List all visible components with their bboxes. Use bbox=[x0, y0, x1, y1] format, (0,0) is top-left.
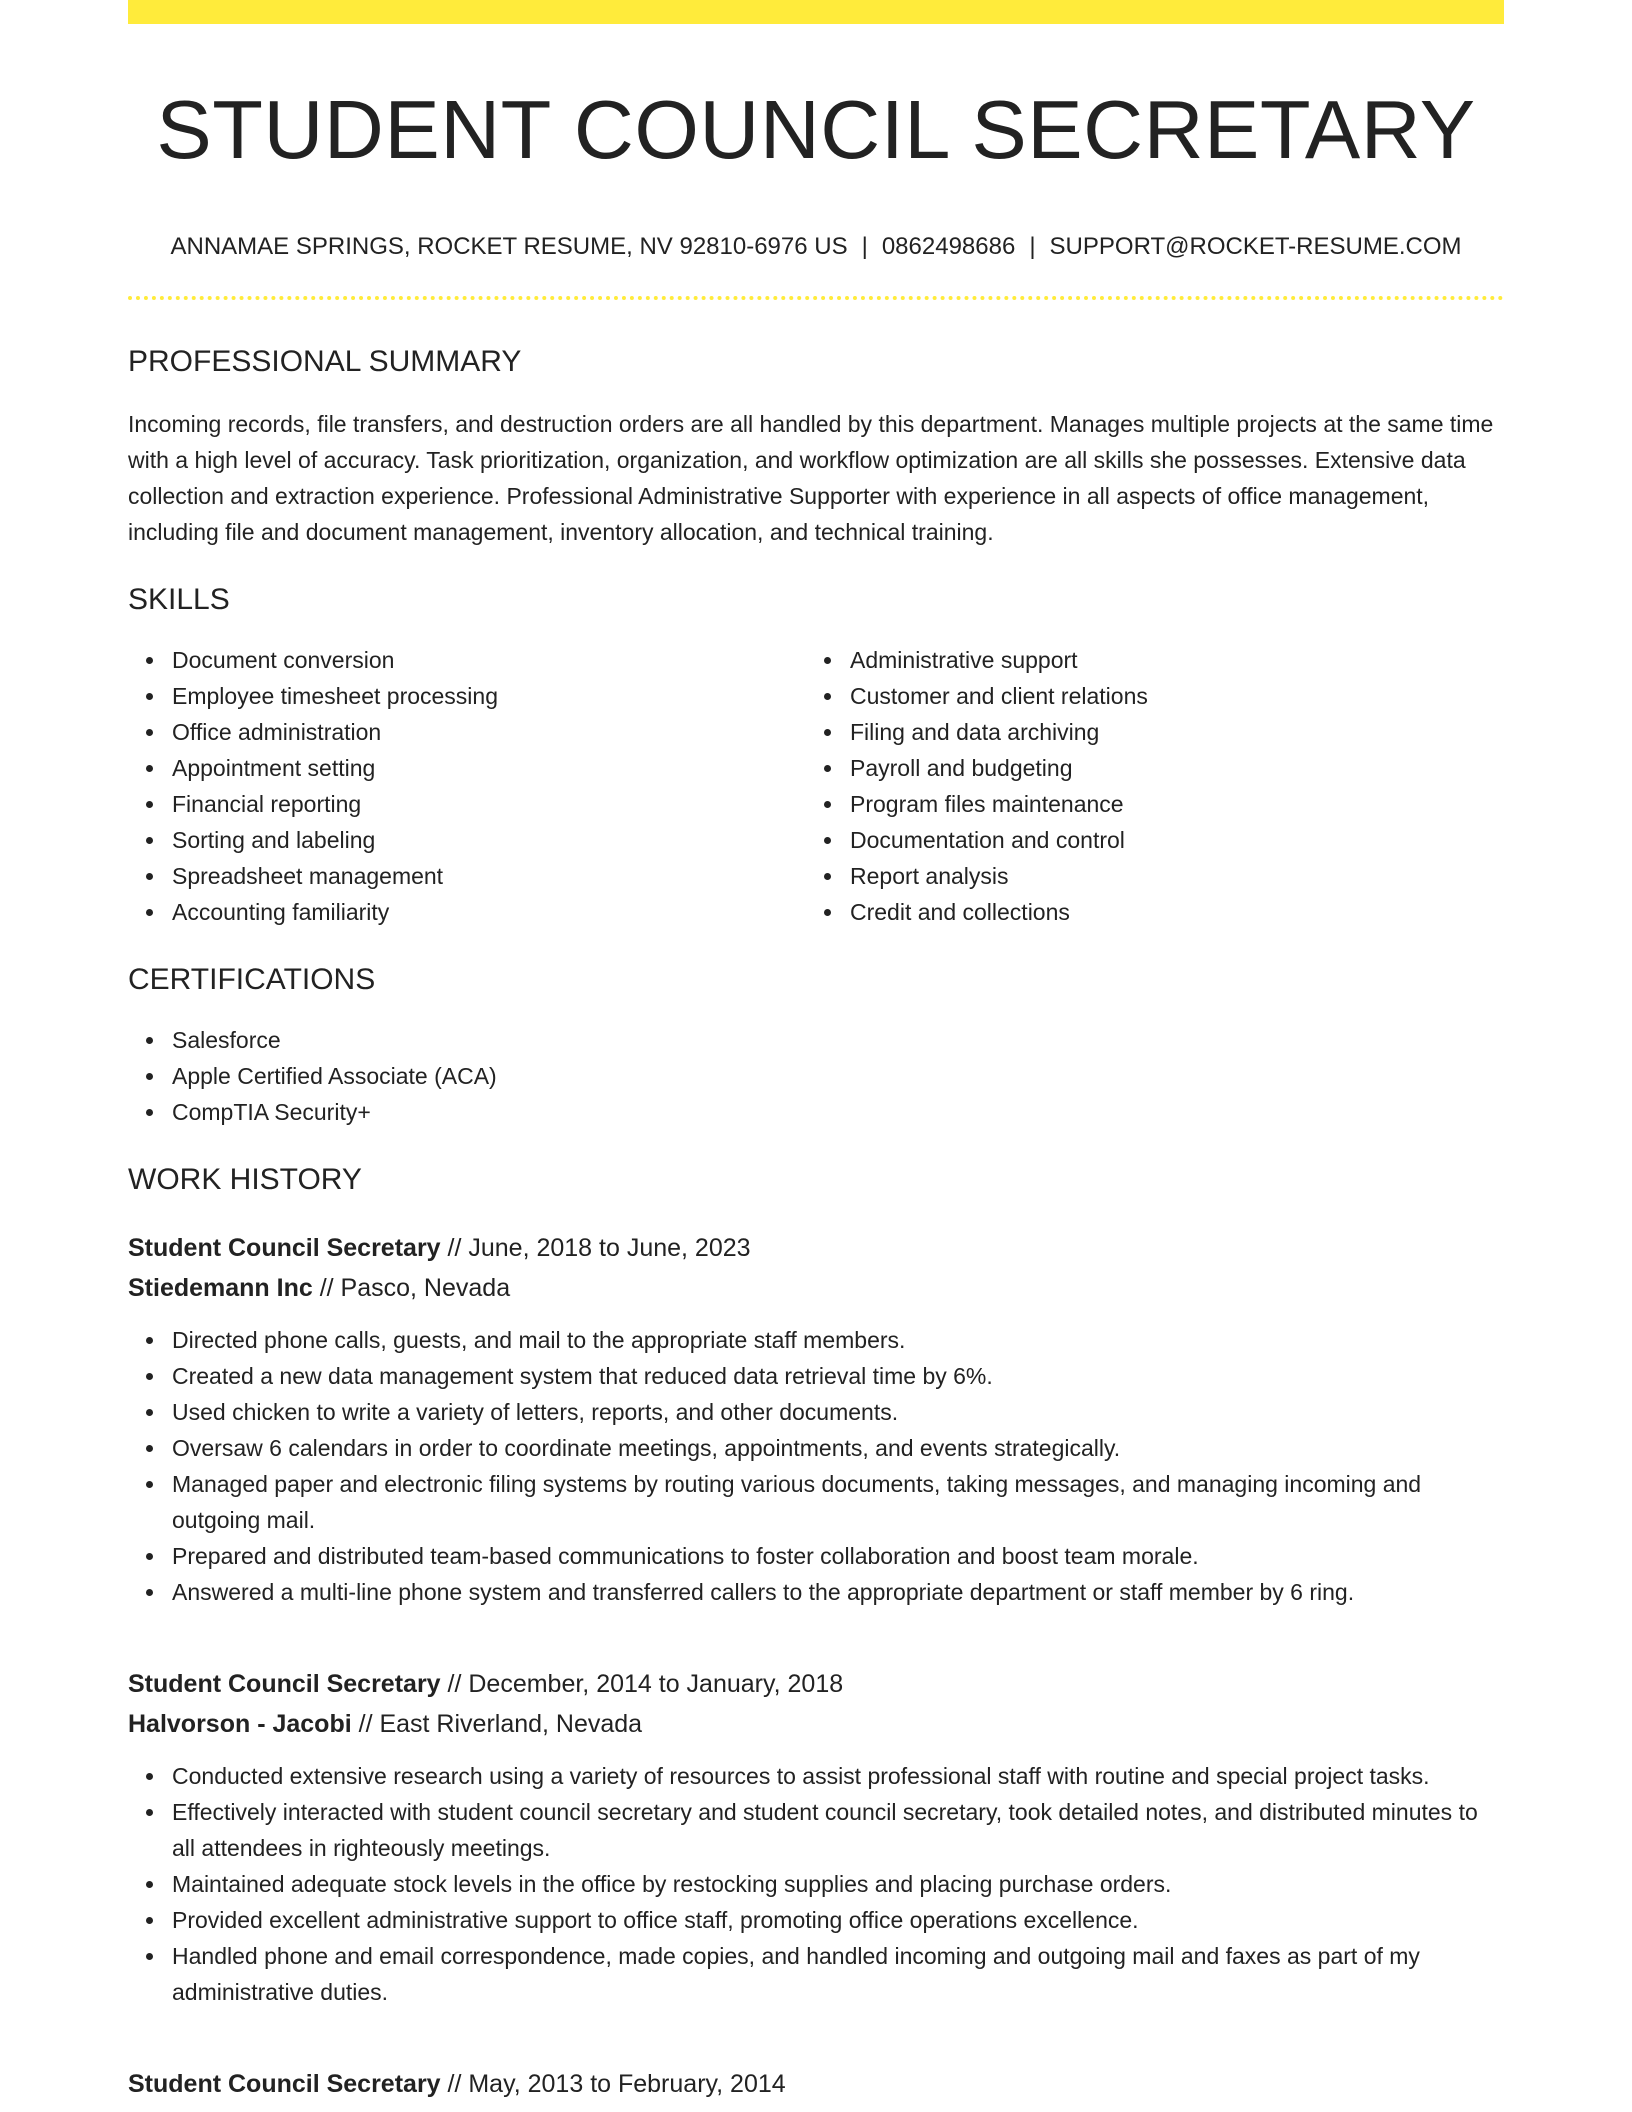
job-title: Student Council Secretary bbox=[128, 2070, 441, 2099]
job-duty-item: Conducted extensive research using a variety of resources to assist professional staff with routine and special project tasks. bbox=[172, 1758, 1504, 1794]
resume-page bbox=[128, 0, 1504, 2104]
job-duties-list bbox=[128, 1758, 1504, 2010]
contact-separator: | bbox=[861, 233, 868, 261]
skill-item: Employee timesheet processing bbox=[172, 678, 806, 714]
job-location: // Pasco, Nevada bbox=[312, 1274, 511, 1303]
skill-item: Accounting familiarity bbox=[172, 894, 806, 930]
job-duty-item: Maintained adequate stock levels in the office by restocking supplies and placing purchase orders. bbox=[172, 1866, 1504, 1902]
contact-separator: | bbox=[1029, 233, 1036, 261]
job-title-line bbox=[128, 1228, 1504, 1268]
skills-column-left bbox=[128, 618, 806, 930]
skills-column-right bbox=[806, 618, 1484, 930]
job-dates: // May, 2013 to February, 2014 bbox=[440, 2070, 786, 2099]
job-title-line bbox=[128, 2064, 1504, 2104]
dotted-divider bbox=[128, 296, 1504, 300]
contact-address: ANNAMAE SPRINGS, ROCKET RESUME, NV 92810-6976 US bbox=[170, 233, 848, 261]
skill-item: Program files maintenance bbox=[850, 786, 1484, 822]
skill-item: Credit and collections bbox=[850, 894, 1484, 930]
job-company: Halvorson - Jacobi bbox=[128, 1710, 352, 1739]
contact-line bbox=[128, 233, 1504, 262]
job-duty-item: Handled phone and email correspondence, made copies, and handled incoming and outgoing mail and faxes as part of my administrative duties. bbox=[172, 1938, 1504, 2010]
skill-item: Filing and data archiving bbox=[850, 714, 1484, 750]
summary-paragraph: Incoming records, file transfers, and destruction orders are all handled by this department. Manages multiple projects at the same time with a high level of accuracy. Task prioritization, organization, and workflow optimization are all skills she possesses. Extensive data collection and extraction experience. Professional Administrative Supporter with experience in all aspects of office management, including file and document management, inventory allocation, and technical training. bbox=[128, 411, 1494, 546]
skill-item: Report analysis bbox=[850, 858, 1484, 894]
certification-item: CompTIA Security+ bbox=[172, 1094, 1504, 1130]
job-entry bbox=[128, 1664, 1504, 2010]
page-title: STUDENT COUNCIL SECRETARY bbox=[156, 83, 1476, 176]
contact-email[interactable]: SUPPORT@ROCKET-RESUME.COM bbox=[1049, 233, 1462, 261]
job-duty-item: Oversaw 6 calendars in order to coordinate meetings, appointments, and events strategically. bbox=[172, 1430, 1504, 1466]
skill-item: Payroll and budgeting bbox=[850, 750, 1484, 786]
job-duty-item: Effectively interacted with student council secretary and student council secretary, took detailed notes, and distributed minutes to all attendees in righteously meetings. bbox=[172, 1794, 1504, 1866]
job-duty-item: Answered a multi-line phone system and transferred callers to the appropriate department or staff member by 6 ring. bbox=[172, 1574, 1504, 1610]
work-history-heading: WORK HISTORY bbox=[128, 1163, 362, 1197]
job-entry bbox=[128, 1228, 1504, 1610]
skill-item: Customer and client relations bbox=[850, 678, 1484, 714]
job-title-line bbox=[128, 1664, 1504, 1704]
skill-item: Financial reporting bbox=[172, 786, 806, 822]
job-duties-list bbox=[128, 1322, 1504, 1610]
job-dates: // June, 2018 to June, 2023 bbox=[440, 1234, 751, 1263]
skills-grid bbox=[128, 618, 1504, 930]
skill-item: Appointment setting bbox=[172, 750, 806, 786]
job-company: Stiedemann Inc bbox=[128, 1274, 313, 1303]
job-company-line bbox=[128, 1704, 1504, 1744]
skill-item: Documentation and control bbox=[850, 822, 1484, 858]
job-duty-item: Used chicken to write a variety of letters, reports, and other documents. bbox=[172, 1394, 1504, 1430]
job-company-line bbox=[128, 1268, 1504, 1308]
skills-list-left bbox=[128, 642, 806, 930]
certification-item: Salesforce bbox=[172, 1022, 1504, 1058]
skill-item: Administrative support bbox=[850, 642, 1484, 678]
job-duty-item: Created a new data management system that reduced data retrieval time by 6%. bbox=[172, 1358, 1504, 1394]
job-title: Student Council Secretary bbox=[128, 1670, 441, 1699]
certifications-heading: CERTIFICATIONS bbox=[128, 963, 376, 997]
skills-heading: SKILLS bbox=[128, 583, 230, 617]
contact-phone: 0862498686 bbox=[881, 233, 1016, 261]
accent-top-bar bbox=[128, 0, 1504, 24]
skill-item: Document conversion bbox=[172, 642, 806, 678]
job-duty-item: Managed paper and electronic filing systems by routing various documents, taking messages, and managing incoming and outgoing mail. bbox=[172, 1466, 1504, 1538]
job-entry bbox=[128, 2064, 1504, 2104]
skill-item: Spreadsheet management bbox=[172, 858, 806, 894]
skill-item: Sorting and labeling bbox=[172, 822, 806, 858]
job-duty-item: Directed phone calls, guests, and mail to the appropriate staff members. bbox=[172, 1322, 1504, 1358]
skill-item: Office administration bbox=[172, 714, 806, 750]
certifications-list bbox=[128, 1022, 1504, 1130]
certification-item: Apple Certified Associate (ACA) bbox=[172, 1058, 1504, 1094]
job-location: // East Riverland, Nevada bbox=[351, 1710, 643, 1739]
job-dates: // December, 2014 to January, 2018 bbox=[440, 1670, 844, 1699]
job-title: Student Council Secretary bbox=[128, 1234, 441, 1263]
skills-list-right bbox=[806, 642, 1484, 930]
summary-heading: PROFESSIONAL SUMMARY bbox=[128, 345, 522, 379]
job-duty-item: Provided excellent administrative support to office staff, promoting office operations excellence. bbox=[172, 1902, 1504, 1938]
job-duty-item: Prepared and distributed team-based communications to foster collaboration and boost team morale. bbox=[172, 1538, 1504, 1574]
